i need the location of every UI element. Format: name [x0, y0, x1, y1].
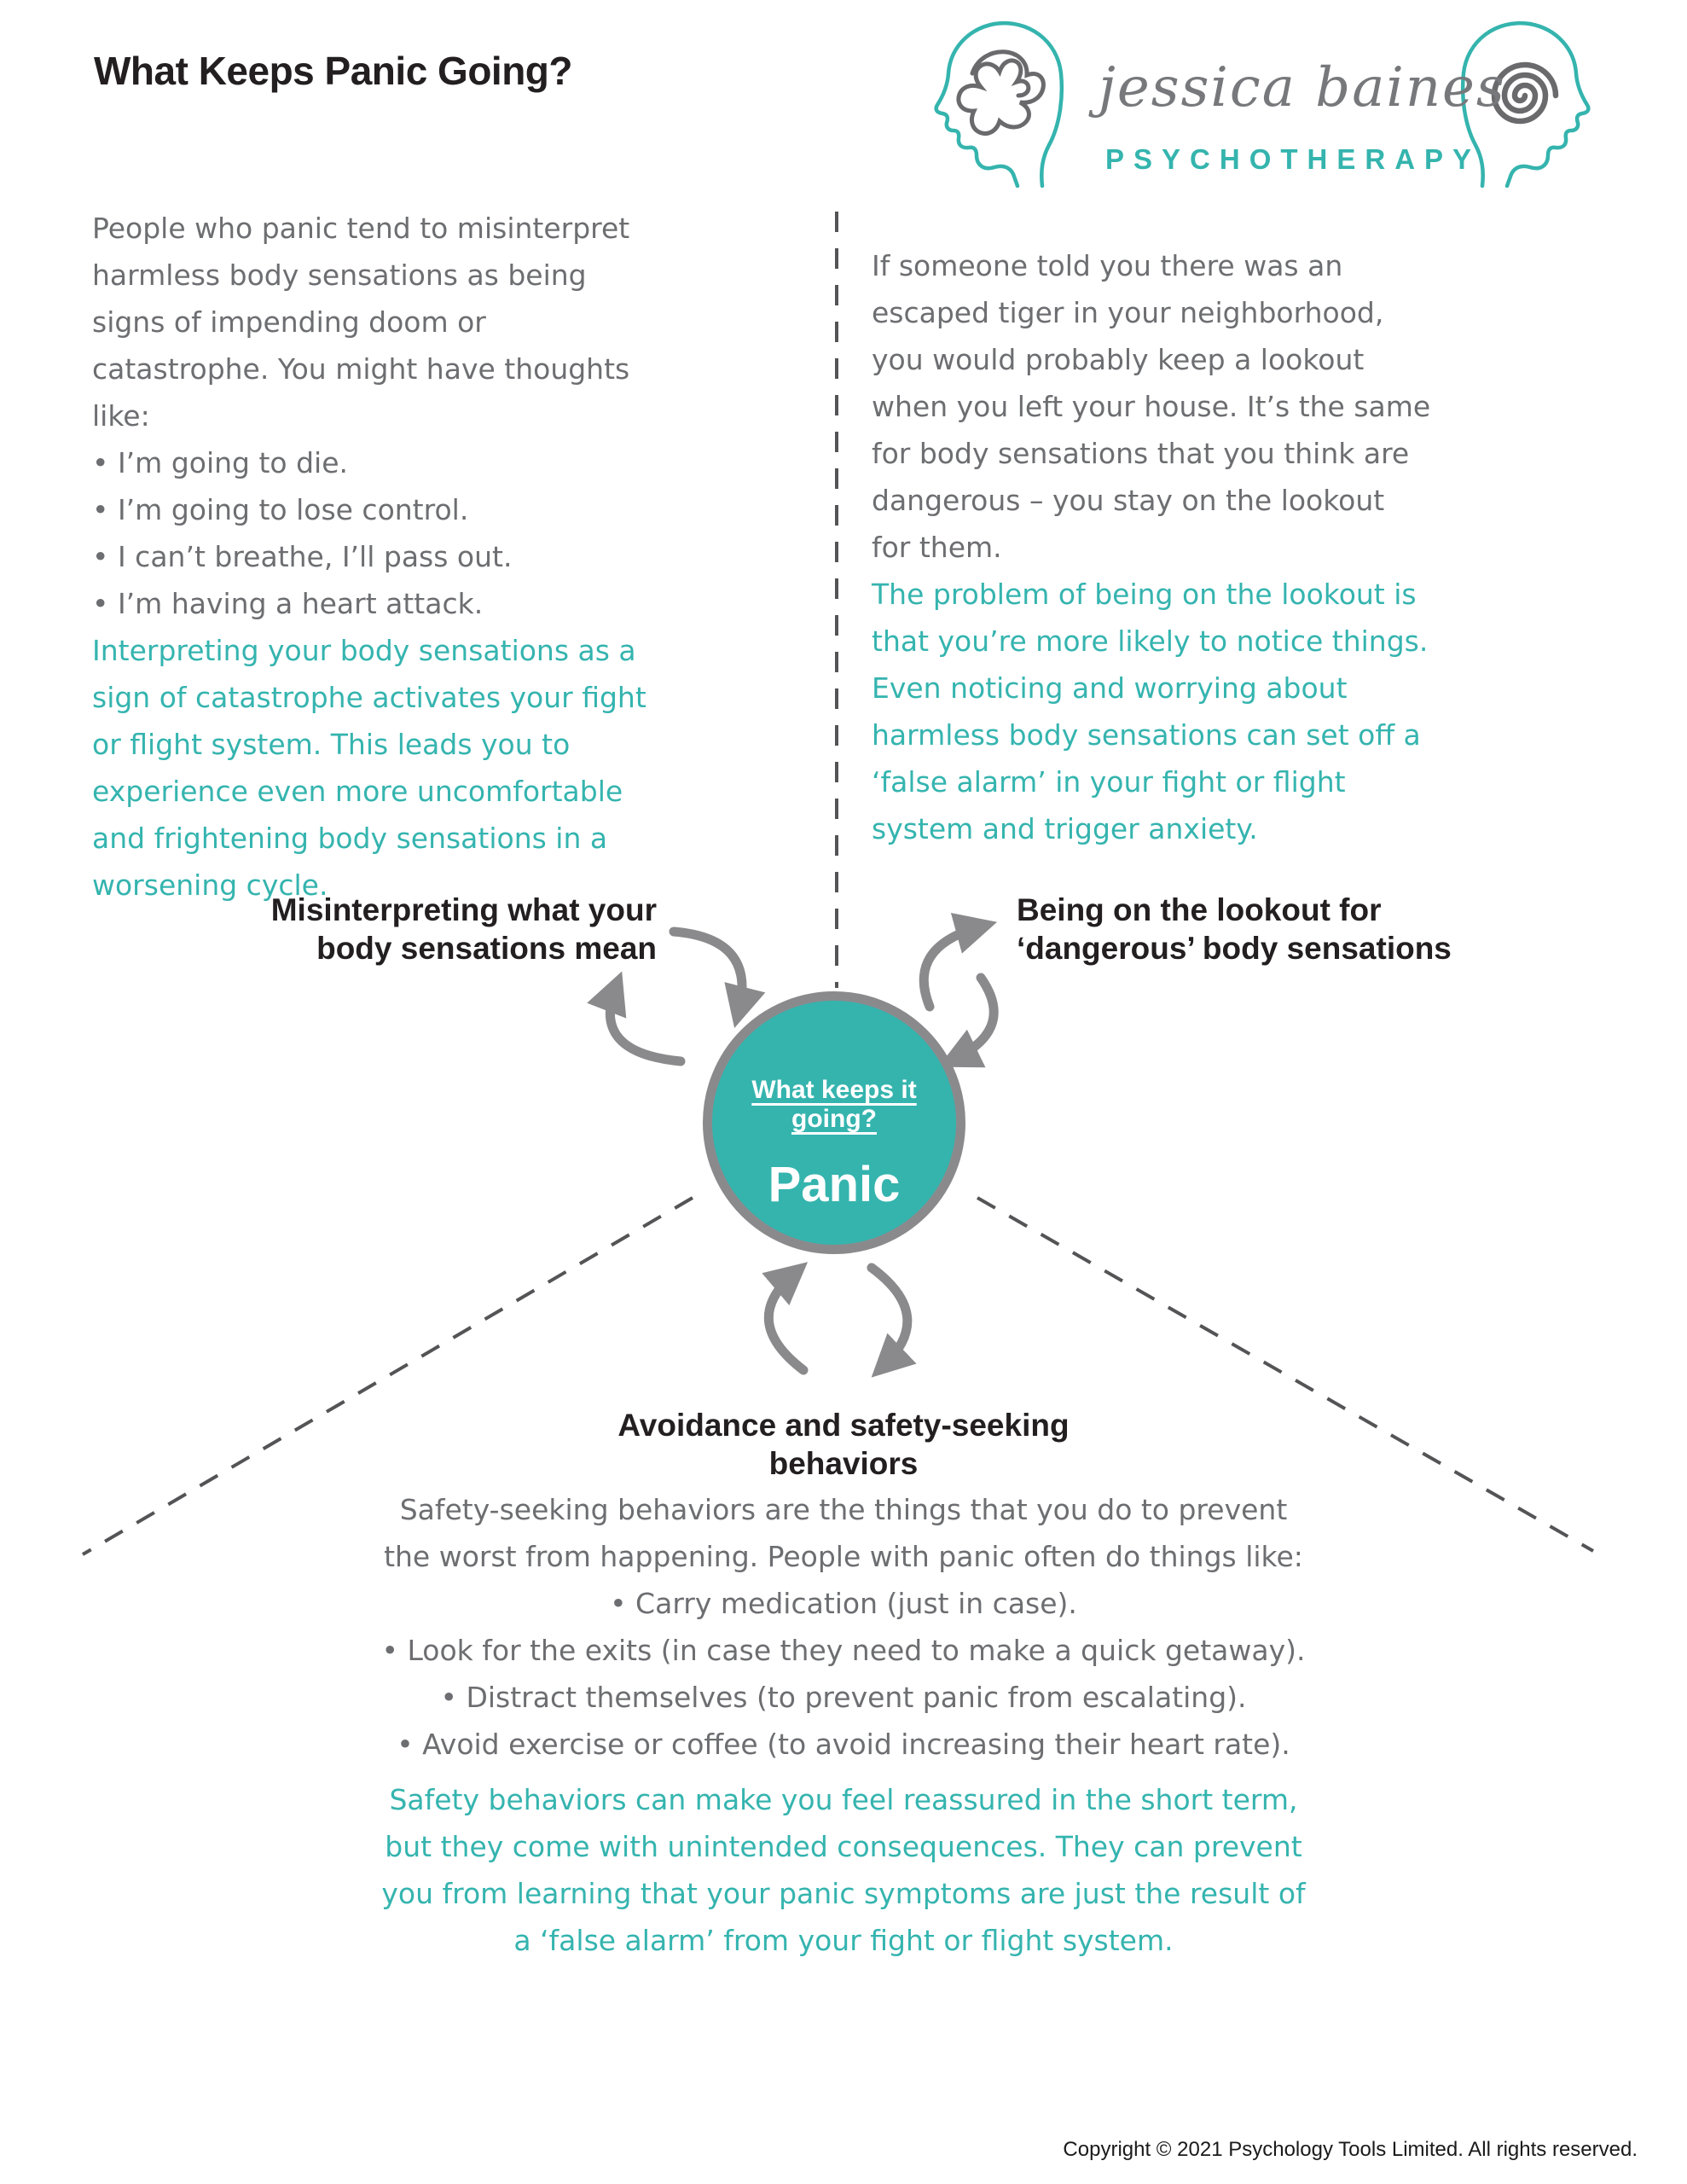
text-line: when you left your house. It’s the same — [872, 390, 1431, 423]
text-line: worsening cycle. — [92, 868, 328, 902]
text-line: that you’re more likely to notice things. — [872, 624, 1429, 658]
text-line: escaped tiger in your neighborhood, — [872, 296, 1384, 329]
label-line: ‘dangerous’ body sensations — [1017, 931, 1452, 966]
text-line: you from learning that your panic symptoms are just the result of — [381, 1877, 1306, 1910]
panic-node — [703, 991, 965, 1254]
logo-name: jessica baines — [1099, 56, 1506, 119]
thought-tangle-icon — [959, 52, 1043, 134]
bullet-line: • Carry medication (just in case). — [610, 1587, 1077, 1620]
text-line: dangerous – you stay on the lookout — [872, 484, 1385, 517]
text-line: signs of impending doom or — [92, 305, 486, 339]
text-line: harmless body sensations can set off a — [872, 718, 1421, 752]
text-line: experience even more uncomfortable — [92, 775, 623, 808]
diagram-label-avoidance — [0, 1406, 1687, 1483]
text-line: Interpreting your body sensations as a — [92, 634, 636, 667]
diagram-label-lookout — [1017, 891, 1452, 967]
bottom-section — [0, 1486, 1687, 1964]
text-line: Safety behaviors can make you feel reassured in the short term, — [389, 1783, 1298, 1816]
panic-node-heading: What keeps it going? — [751, 1076, 917, 1133]
text-line: like: — [92, 399, 150, 433]
text-line: Safety-seeking behaviors are the things that you do to prevent — [399, 1493, 1288, 1526]
panic-node-label: Panic — [768, 1157, 901, 1212]
page-title: What Keeps Panic Going? — [94, 49, 573, 93]
text-line: but they come with unintended consequences. They can prevent — [385, 1830, 1302, 1863]
left-head-icon — [936, 24, 1017, 186]
bottom-highlight-block — [0, 1776, 1687, 1964]
label-line: Being on the lookout for — [1017, 892, 1382, 927]
text-line: catastrophe. You might have thoughts — [92, 352, 630, 386]
left-column — [92, 205, 646, 909]
curved-arrow-bottom-down-icon — [872, 1268, 907, 1366]
label-line: Misinterpreting what your — [270, 892, 657, 927]
brand-logo — [928, 17, 1597, 188]
text-line: a ‘false alarm’ from your fight or flight system. — [513, 1924, 1174, 1957]
text-line: and frightening body sensations in a — [92, 822, 608, 855]
text-line: If someone told you there was an — [872, 249, 1343, 282]
logo-subtitle: PSYCHOTHERAPY — [1105, 143, 1481, 175]
text-line: for body sensations that you think are — [872, 437, 1410, 470]
text-line: Even noticing and worrying about — [872, 671, 1348, 705]
text-line: the worst from happening. People with panic often do things like: — [384, 1540, 1303, 1573]
label-line: body sensations mean — [316, 931, 657, 966]
bullet-line: • I can’t breathe, I’ll pass out. — [92, 540, 513, 573]
text-line: The problem of being on the lookout is — [872, 578, 1417, 611]
right-head-icon — [1507, 24, 1588, 186]
text-line: you would probably keep a lookout — [872, 343, 1365, 376]
right-column — [872, 242, 1430, 852]
bullet-line: • Avoid exercise or coffee (to avoid increasing their heart rate). — [397, 1728, 1290, 1761]
curved-arrow-circle-to-left-label-icon — [610, 987, 681, 1061]
curved-arrow-bottom-up-icon — [768, 1273, 803, 1370]
label-line: behaviors — [768, 1446, 919, 1481]
text-line: for them. — [872, 531, 1002, 564]
bullet-line: • I’m going to die. — [92, 446, 348, 479]
curved-arrow-left-label-to-circle-icon — [674, 932, 742, 1012]
text-line: harmless body sensations as being — [92, 258, 587, 292]
label-line: Avoidance and safety-seeking — [617, 1408, 1070, 1443]
bullet-line: • Distract themselves (to prevent panic from escalating). — [440, 1681, 1247, 1714]
curved-arrow-circle-to-right-label-icon — [924, 926, 981, 1007]
diagram-label-misinterpreting — [271, 891, 657, 967]
text-line: sign of catastrophe activates your fight — [92, 681, 646, 714]
copyright-notice: Copyright © 2021 Psychology Tools Limited. All rights reserved. — [1063, 2138, 1638, 2161]
text-line: People who panic tend to misinterpret — [92, 212, 630, 245]
bullet-line: • Look for the exits (in case they need to make a quick getaway). — [381, 1634, 1306, 1667]
bullet-line: • I’m going to lose control. — [92, 493, 469, 526]
curved-arrow-right-label-to-circle-icon — [954, 978, 994, 1060]
text-line: system and trigger anxiety. — [872, 812, 1258, 845]
text-line: or flight system. This leads you to — [92, 728, 571, 761]
left-head-back-icon — [994, 23, 1062, 186]
text-line: ‘false alarm’ in your fight or flight — [872, 765, 1346, 799]
bullet-line: • I’m having a heart attack. — [92, 587, 484, 620]
